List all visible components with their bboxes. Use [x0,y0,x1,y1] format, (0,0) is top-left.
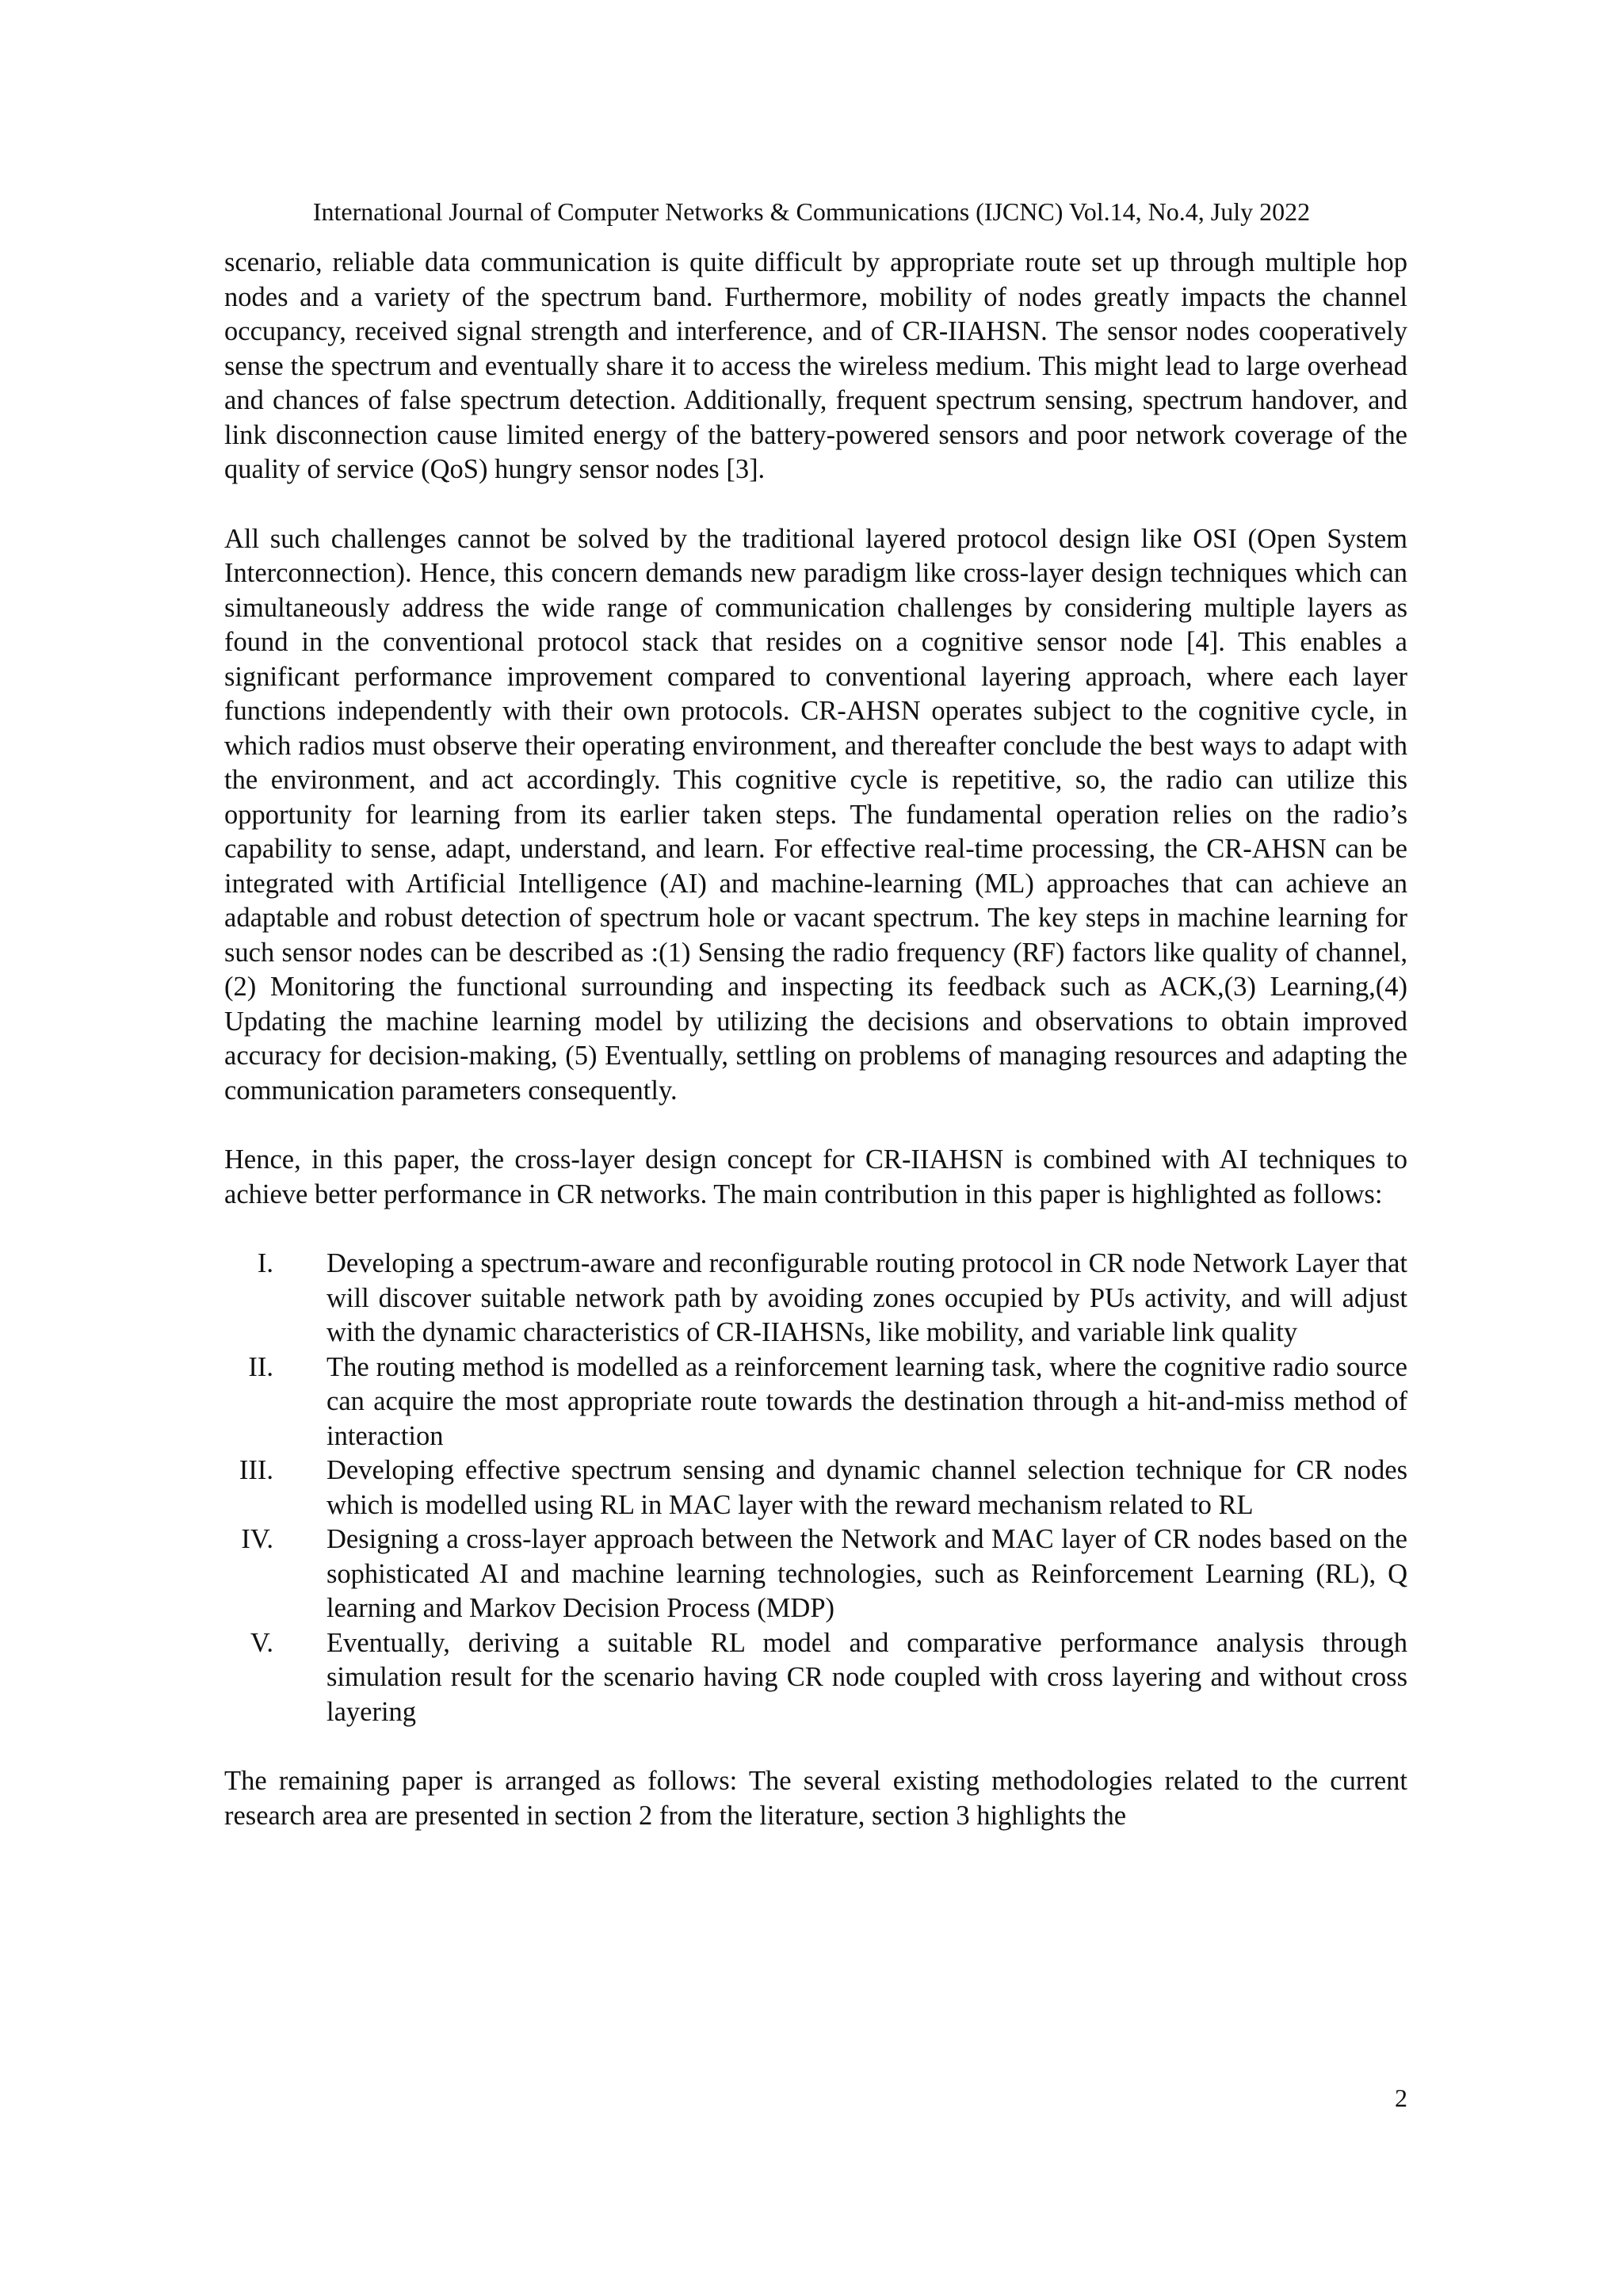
contribution-text: Designing a cross-layer approach between the Network and MAC layer of CR nodes based on the sophisticated AI and machine learning technologies, such as Reinforcement Learning (RL), Q learning and Markov Decision Process (MDP) [327,1524,1407,1623]
contribution-numeral: IV. [241,1524,273,1554]
contribution-numeral: III. [239,1455,273,1485]
contribution-text: The routing method is modelled as a reinforcement learning task, where the cognitive radio source can acquire the most appropriate route towards the destination through a hit-and-miss method of interaction [327,1351,1407,1451]
page-body [224,246,1407,1833]
contribution-item-4 [224,1522,1407,1626]
contribution-numeral: I. [257,1248,273,1278]
contribution-text: Developing effective spectrum sensing and dynamic channel selection technique for CR nodes which is modelled using RL in MAC layer with the reward mechanism related to RL [327,1455,1407,1520]
contribution-text: Eventually, deriving a suitable RL model and comparative performance analysis through simulation result for the scenario having CR node coupled with cross layering and without cross layering [327,1627,1407,1727]
contribution-text: Developing a spectrum-aware and reconfigurable routing protocol in CR node Network Layer that will discover suitable network path by avoiding zones occupied by PUs activity, and will adjust with the dynamic characteristics of CR-IIAHSNs, like mobility, and variable link quality [327,1248,1407,1347]
body-paragraph-3: Hence, in this paper, the cross-layer design concept for CR-IIAHSN is combined with AI techniques to achieve better performance in CR networks. The main contribution in this paper is highlighted as follows: [224,1144,1407,1209]
contribution-numeral: II. [248,1351,273,1382]
contribution-numeral: V. [250,1627,273,1658]
closing-paragraph: The remaining paper is arranged as follows: The several existing methodologies related to the current research area are presented in section 2 from the literature, section 3 highlights the [224,1766,1407,1831]
contribution-item-3 [224,1454,1407,1522]
contribution-item-2 [224,1350,1407,1454]
contribution-item-1 [224,1247,1407,1350]
body-paragraph-2: All such challenges cannot be solved by the traditional layered protocol design like OSI (Open System Interconnection). Hence, this concern demands new paradigm like cross-layer design techniques which can simultaneously address the wide range of communication challenges by considering multiple layers as found in the conventional protocol stack that resides on a cognitive sensor node [4]. This enables a significant performance improvement compared to conventional layering approach, where each layer functions independently with their own protocols. CR-AHSN operates subject to the cognitive cycle, in which radios must observe their operating environment, and thereafter conclude the best ways to adapt with the environment, and act accordingly. This cognitive cycle is repetitive, so, the radio can utilize this opportunity for learning from its earlier taken steps. The fundamental operation relies on the radio’s capability to sense, adapt, understand, and learn. For effective real-time processing, the CR-AHSN can be integrated with Artificial Intelligence (AI) and machine-learning (ML) approaches that can achieve an adaptable and robust detection of spectrum hole or vacant spectrum. The key steps in machine learning for such sensor nodes can be described as :(1) Sensing the radio frequency (RF) factors like quality of channel, (2) Monitoring the functional surrounding and inspecting its feedback such as ACK,(3) Learning,(4) Updating the machine learning model by utilizing the decisions and observations to obtain improved accuracy for decision-making, (5) Eventually, settling on problems of managing resources and adapting the communication parameters consequently. [224,523,1407,1106]
body-paragraph-1: scenario, reliable data communication is quite difficult by appropriate route set up through multiple hop nodes and a variety of the spectrum band. Furthermore, mobility of nodes greatly impacts the channel occupancy, received signal strength and interference, and of CR-IIAHSN. The sensor nodes cooperatively sense the spectrum and eventually share it to access the wireless medium. This might lead to large overhead and chances of false spectrum detection. Additionally, frequent spectrum sensing, spectrum handover, and link disconnection cause limited energy of the battery-powered sensors and poor network coverage of the quality of service (QoS) hungry sensor nodes [3]. [224,247,1407,484]
running-header: International Journal of Computer Networks & Communications (IJCNC) Vol.14, No.4, July 2022 [312,197,1311,226]
contribution-item-5 [224,1626,1407,1730]
contribution-list [224,1247,1407,1729]
page-number: 2 [1395,2084,1407,2112]
